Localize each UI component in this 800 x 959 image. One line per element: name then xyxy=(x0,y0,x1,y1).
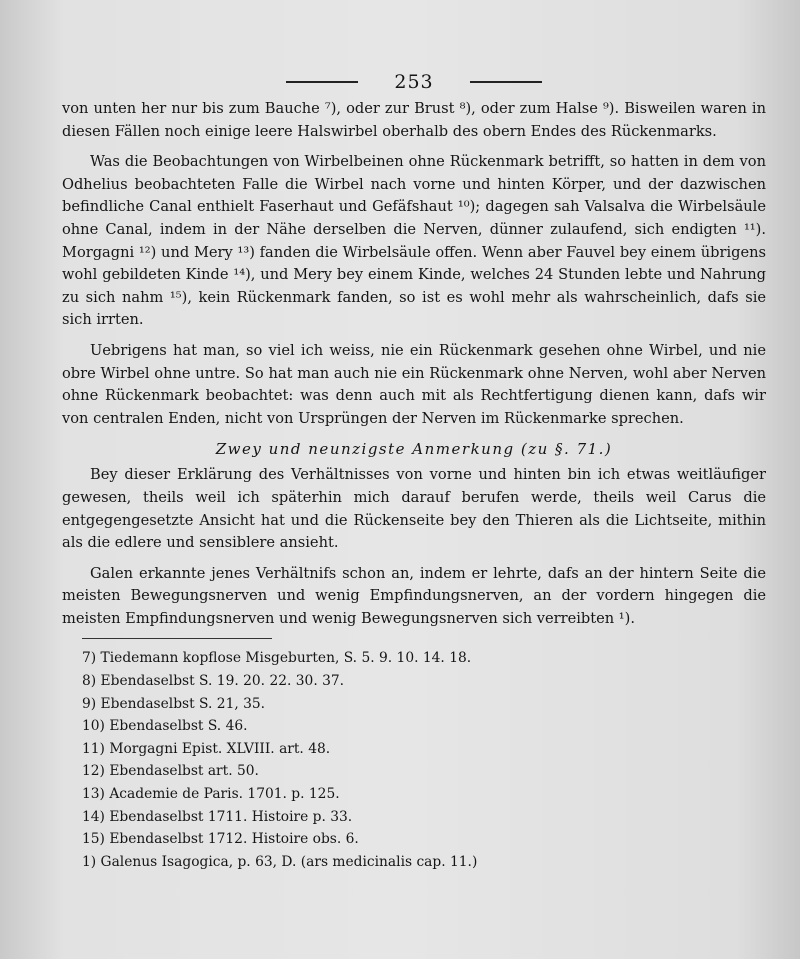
footnote-item: 12) Ebendaselbst art. 50. xyxy=(82,763,259,780)
paragraph-spinal-cord: Uebrigens hat man, so viel ich weiss, nie ein Rückenmark gesehen ohne Wirbel, und nie obre Wirbel ohne untre. So hat man auch nie ein Rückenmark ohne Nerven, wohl aber Nerven ohne Rückenmark beobachtet: was denn auch mit als Rechtfertigung dienen kann, dafs wir von centralen Enden, nicht von Ursprüngen der Nerven im Rückenmarke sprechen. xyxy=(62,341,766,427)
footnote-item: 10) Ebendaselbst S. 46. xyxy=(82,718,248,735)
footnote-divider xyxy=(82,638,272,639)
footnote-list xyxy=(62,647,766,873)
footnote-item: 14) Ebendaselbst 1711. Histoire p. 33. xyxy=(82,808,353,825)
footnote-item: 7) Tiedemann kopflose Misgeburten, S. 5. 9. 10. 14. 18. xyxy=(82,650,472,667)
footnote-item: 1) Galenus Isagogica, p. 63, D. (ars medicinalis cap. 11.) xyxy=(82,853,478,870)
footnote-item: 8) Ebendaselbst S. 19. 20. 22. 30. 37. xyxy=(82,673,345,690)
paragraph-explanation: Bey dieser Erklärung des Verhältnisses von vorne und hinten bin ich etwas weitläufiger gewesen, theils weil ich späterhin mich darauf berufen werde, theils weil Carus die entgegengesetzte Ansicht hat und die Rückenseite bey den Thieren als die Lichtseite, mithin als die edlere und sensiblere ansieht. xyxy=(62,466,766,552)
footnote-item: 13) Academie de Paris. 1701. p. 125. xyxy=(82,786,340,803)
footnote-item: 11) Morgagni Epist. XLVIII. art. 48. xyxy=(82,740,331,757)
footnote-item: 9) Ebendaselbst S. 21, 35. xyxy=(82,695,266,712)
page-header xyxy=(62,68,766,96)
footnote-item: 15) Ebendaselbst 1712. Histoire obs. 6. xyxy=(82,831,359,848)
paragraph-vertebrae: Was die Beobachtungen von Wirbelbeinen ohne Rückenmark betrifft, so hatten in dem von Odhelius beobachteten Falle die Wirbel nach vorne und hinten Körper, und der dazwischen befindliche Canal enthielt Faserhaut und Gefäfshaut ¹⁰); dagegen sah Valsalva die Wirbelsäule ohne Canal, indem in der Nähe derselben die Nerven, dünner zulaufend, sich endigten ¹¹). Morgagni ¹²) und Mery ¹³) fanden die Wirbelsäule offen. Wenn aber Fauvel bey einem übrigens wohl gebildeten Kinde ¹⁴), und Mery bey einem Kinde, welches 24 Stunden lebte und Nahrung zu sich nahm ¹⁵), kein Rückenmark fanden, so ist es wohl mehr als wahrscheinlich, dafs sie sich irrten. xyxy=(62,153,766,329)
paragraph-galen: Galen erkannte jenes Verhältnifs schon an, indem er lehrte, dafs an der hintern Seite die meisten Bewegungsnerven und wenig Empfindungsnerven, an der vordern hingegen die meisten Empfindungsnerven und wenig Bewegungsnerven sich verreibten ¹). xyxy=(62,564,766,627)
section-heading: Zwey und neunzigste Anmerkung (zu §. 71.) xyxy=(215,440,613,459)
page-number: 253 xyxy=(394,71,434,93)
header-rule-right xyxy=(470,81,542,83)
header-rule-left xyxy=(286,81,358,83)
paragraph-continuation: von unten her nur bis zum Bauche ⁷), oder zur Brust ⁸), oder zum Halse ⁹). Bisweilen waren in diesen Fällen noch einige leere Halswirbel oberhalb des obern Endes des Rückenmarks. xyxy=(62,100,766,140)
